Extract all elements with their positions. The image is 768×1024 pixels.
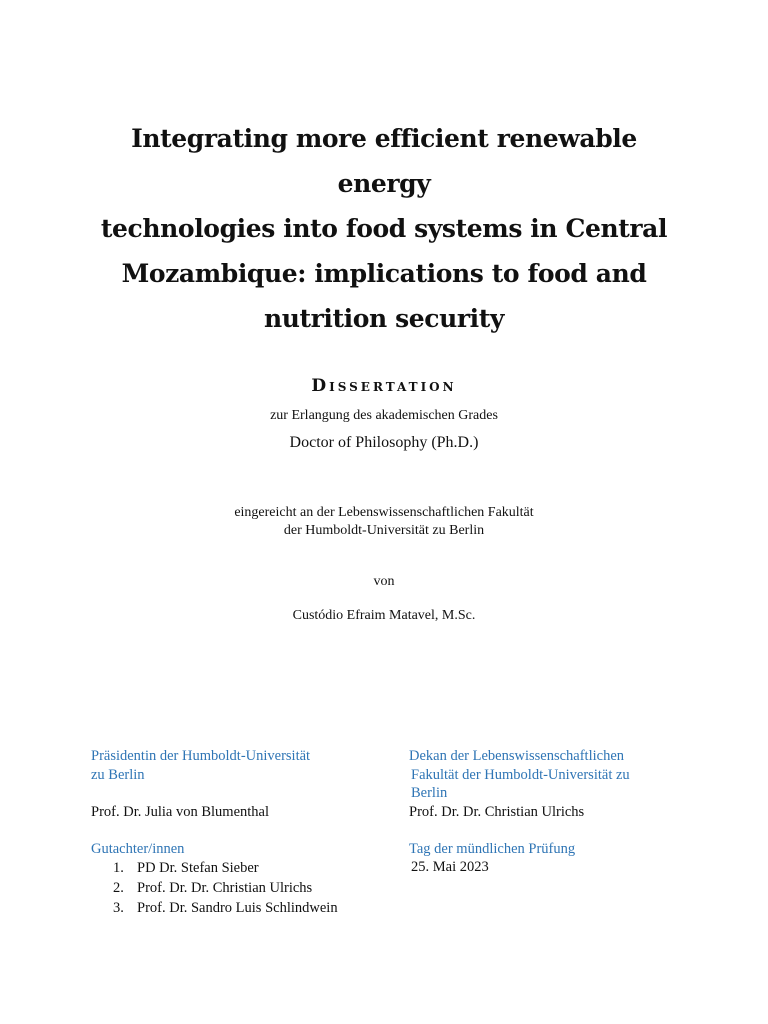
list-item [113, 878, 338, 898]
reviewers-label: Gutachter/innen [91, 841, 185, 857]
reviewer-name: Prof. Dr. Sandro Luis Schlindwein [137, 900, 338, 916]
title-line-3: Mozambique: implications to food and [121, 259, 647, 288]
submitted-university: der Humboldt-Universität zu Berlin [283, 523, 485, 538]
dean-block [409, 747, 679, 803]
dean-name: Prof. Dr. Dr. Christian Ulrichs [409, 804, 585, 820]
author-name: Custódio Efraim Matavel, M.Sc. [292, 608, 476, 623]
title-line-2: technologies into food systems in Central [100, 214, 668, 243]
oral-exam-date: 25. Mai 2023 [411, 859, 489, 875]
von-text: von [373, 574, 395, 589]
list-item [113, 858, 338, 878]
president-block [91, 747, 361, 784]
title-line-1: Integrating more efficient renewable energy [131, 124, 637, 198]
reviewer-name: Prof. Dr. Dr. Christian Ulrichs [137, 880, 313, 896]
grade-text: zur Erlangung des akademischen Grades [270, 408, 498, 423]
dissertation-title [84, 116, 684, 341]
president-name: Prof. Dr. Julia von Blumenthal [91, 804, 270, 820]
reviewers-list [113, 858, 338, 918]
dissertation-heading: Dissertation [311, 376, 457, 396]
dean-label-line3: Berlin [411, 785, 448, 801]
reviewer-name: PD Dr. Stefan Sieber [137, 860, 259, 876]
list-number: 3. [113, 900, 124, 916]
list-number: 1. [113, 860, 124, 876]
president-label-line2: zu Berlin [91, 766, 145, 783]
list-number: 2. [113, 880, 124, 896]
president-label-line1: Präsidentin der Humboldt-Universität [91, 748, 311, 764]
submitted-faculty: eingereicht an der Lebenswissenschaftlichen Fakultät [234, 505, 534, 520]
dean-label-line2: Fakultät der Humboldt-Universität zu [411, 766, 630, 783]
list-item [113, 898, 338, 918]
dean-label-line1: Dekan der Lebenswissenschaftlichen [409, 748, 625, 764]
title-line-4: nutrition security [263, 304, 505, 333]
oral-exam-label: Tag der mündlichen Prüfung [409, 841, 576, 857]
degree-text: Doctor of Philosophy (Ph.D.) [289, 434, 479, 451]
